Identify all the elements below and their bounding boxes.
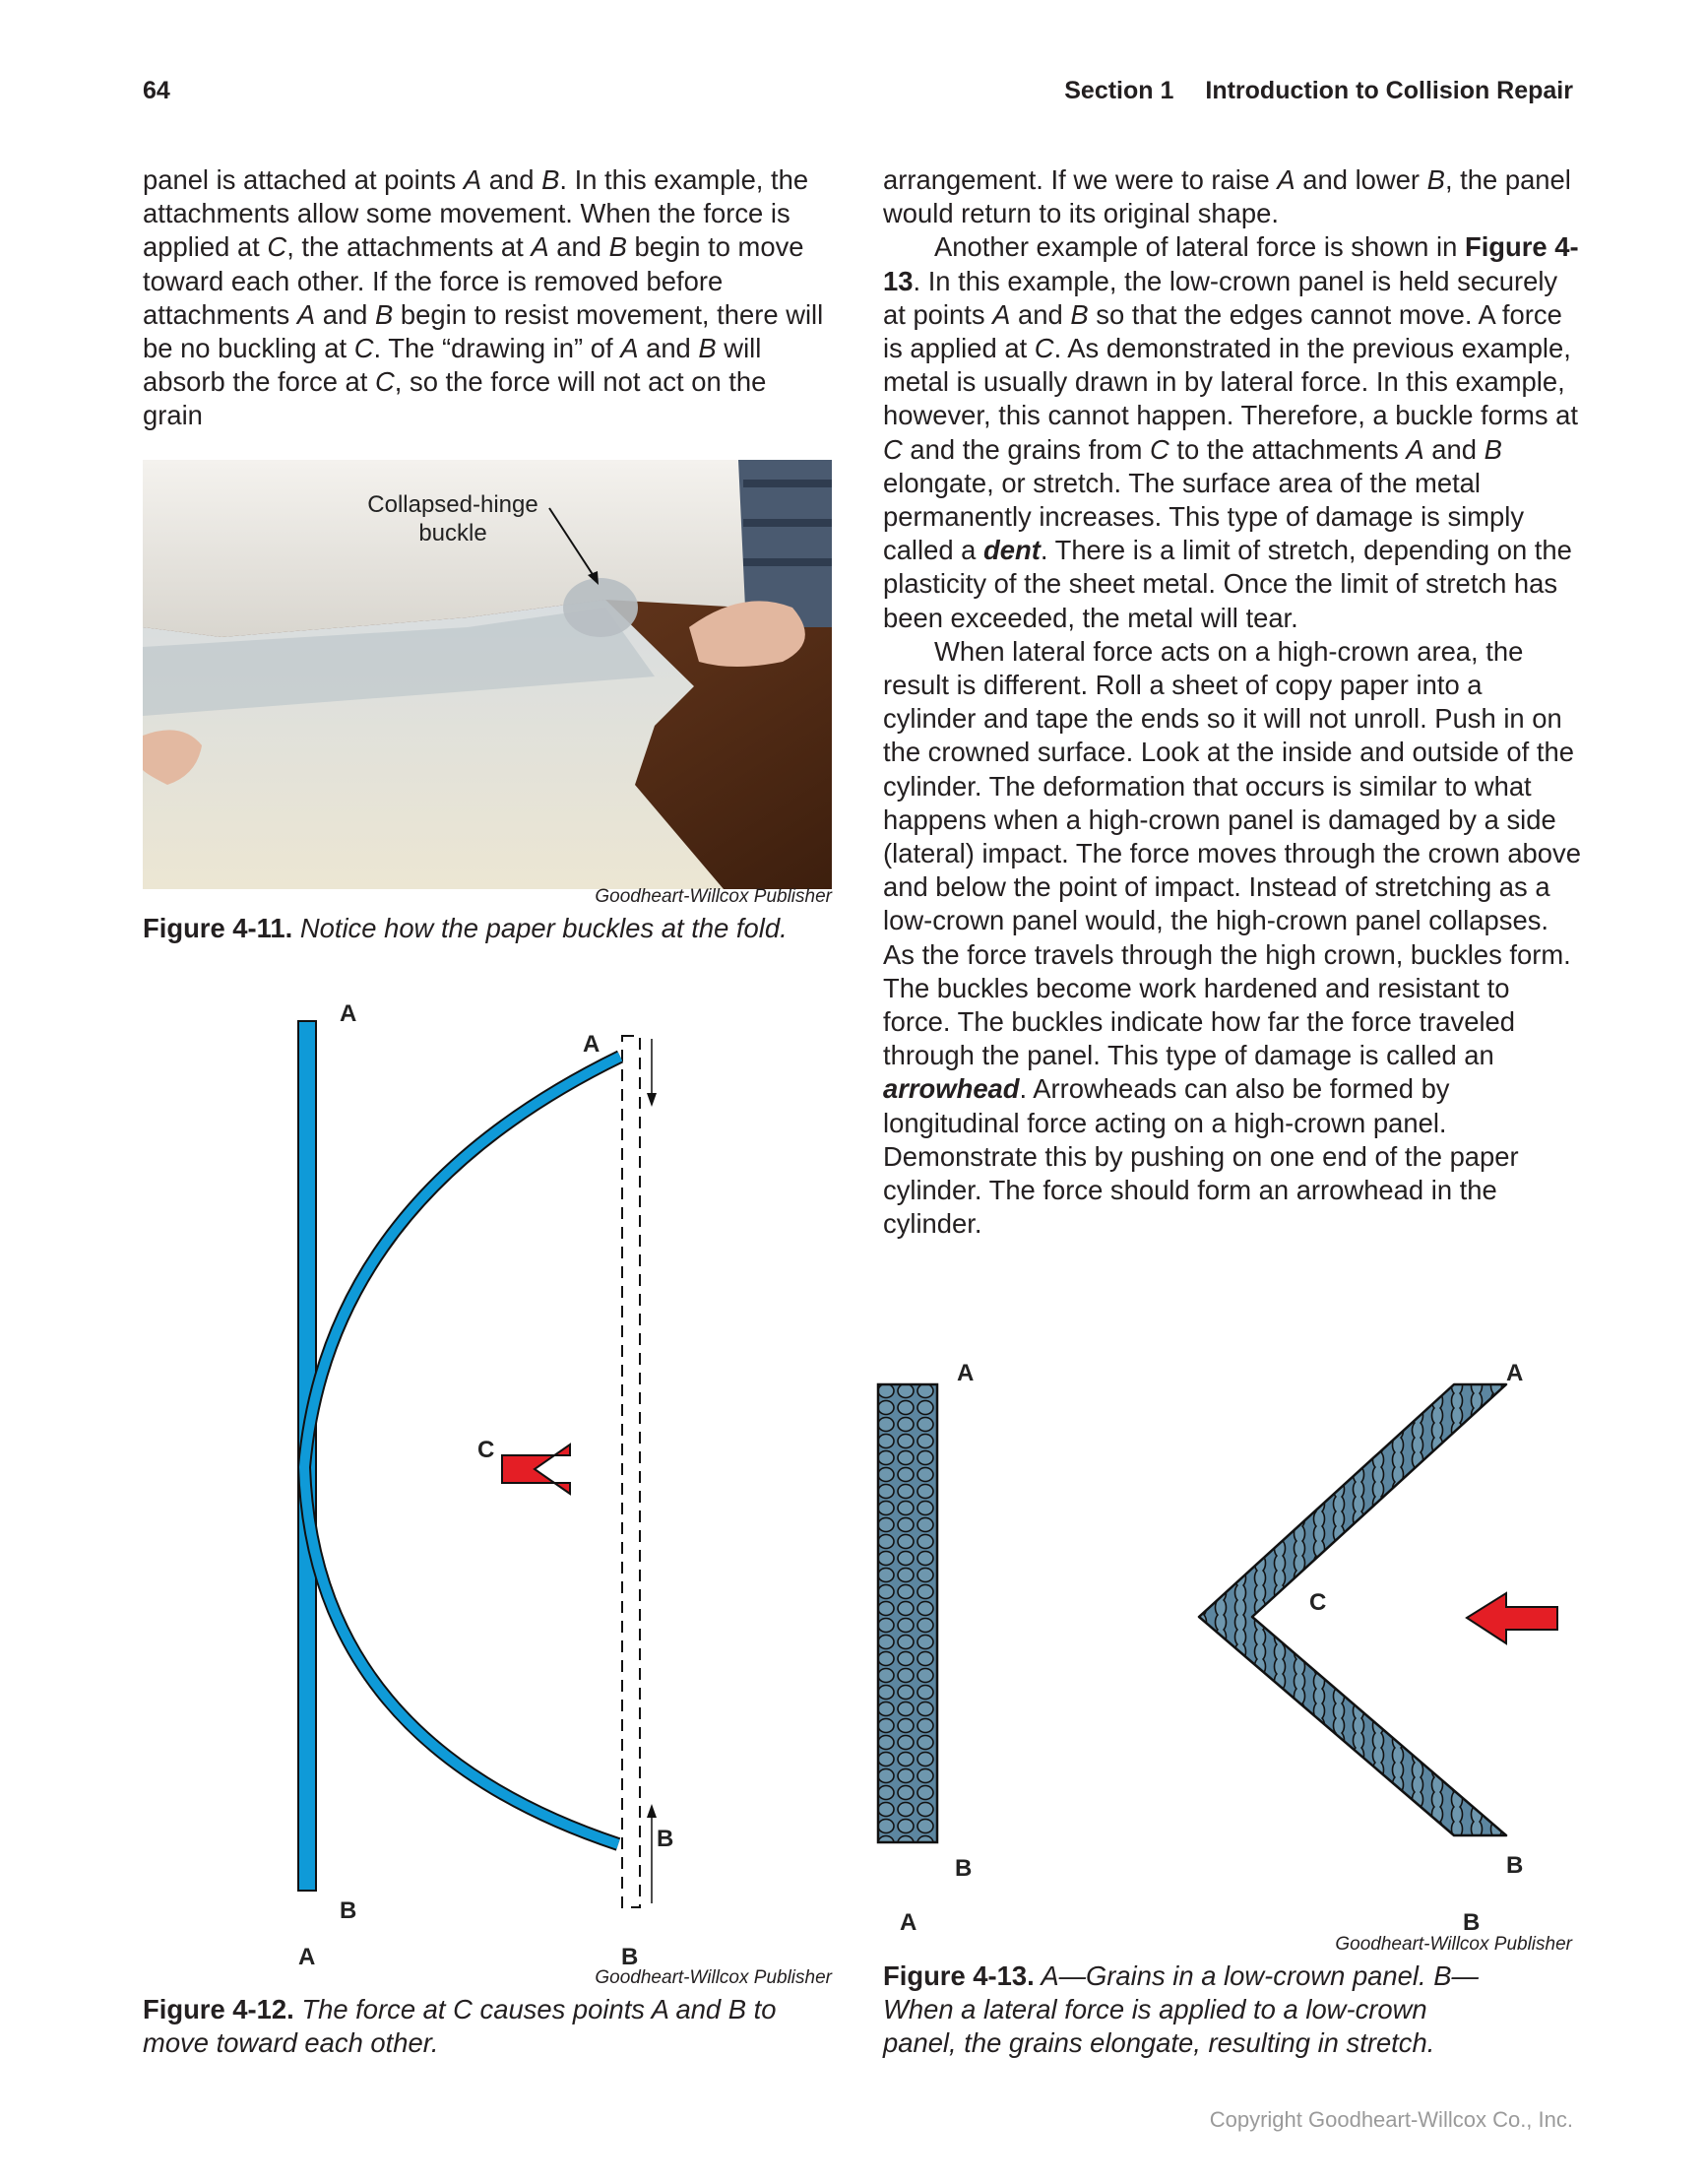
- right-paragraph-2: Another example of lateral force is shown in Figure 4-13. In this example, the low-crown panel is held securely at points A and B so that the edges cannot move. A force is applied at C. As demonstrated in the previous example, metal is usually drawn in by lateral force. In this example, however, this cannot happen. Therefore, a buckle forms at C and the grains from C to the attachments A and B elongate, or stretch. The surface area of the metal permanently increases. This type of damage is simply called a dent. There is a limit of stretch, depending on the plasticity of the sheet metal. Once the limit of stretch has been exceeded, the metal will tear.: [883, 231, 1579, 633]
- part-label-b: B: [1463, 1909, 1481, 1936]
- label-a-top-left: A: [340, 1000, 357, 1027]
- buckled-panel-fill: [304, 1057, 620, 1844]
- label-panel-b: B: [955, 1855, 973, 1882]
- label-c: C: [1309, 1589, 1327, 1616]
- part-label-a: A: [900, 1909, 917, 1936]
- photo-callout-label: Collapsed-hinge buckle: [367, 491, 538, 546]
- label-c: C: [477, 1437, 495, 1463]
- label-chevron-b: B: [1506, 1852, 1524, 1879]
- buckled-panel-outline: [304, 1057, 620, 1844]
- figure-4-12-caption: Figure 4-12. The force at C causes points A and B to move toward each other.: [143, 1994, 777, 2058]
- right-column: [883, 163, 1582, 1242]
- label-b-under: B: [621, 1944, 639, 1969]
- figure-4-13-diagram: [876, 1349, 1585, 1940]
- figure-reference[interactable]: Figure 4-13: [883, 231, 1579, 296]
- low-crown-panel: [878, 1384, 937, 1842]
- original-position-outline: [622, 1036, 640, 1907]
- term-arrowhead: arrowhead: [883, 1073, 1020, 1105]
- left-paragraph-1: panel is attached at points A and B. In this example, the attachments allow some movement. When the force is applied at C, the attachments at A and B begin to move toward each other. If the force is removed before attachments A and B begin to resist movement, there will be no buckling at C. The “drawing in” of A and B will absorb the force at C, so the force will not act on the grain: [143, 164, 824, 431]
- top-motion-arrowhead: [647, 1093, 657, 1107]
- label-b-bottom-left: B: [340, 1897, 357, 1924]
- label-a-under: A: [298, 1944, 316, 1969]
- page-number: 64: [143, 77, 170, 104]
- term-dent: dent: [983, 535, 1041, 566]
- bottom-motion-arrowhead: [647, 1804, 657, 1818]
- chapter-title: Introduction to Collision Repair: [1205, 77, 1573, 104]
- figure-4-12-credit: Goodheart-Willcox Publisher: [595, 1967, 832, 1988]
- figure-4-13-caption: Figure 4-13. A—Grains in a low-crown panel. B—When a lateral force is applied to a low-crown panel, the grains elongate, resulting in stretch.: [883, 1960, 1479, 2058]
- right-paragraph-1: arrangement. If we were to raise A and lower B, the panel would return to its original shape.: [883, 164, 1571, 229]
- label-panel-a: A: [957, 1360, 975, 1386]
- force-arrow-lateral: [1467, 1593, 1557, 1643]
- label-chevron-a: A: [1506, 1360, 1524, 1386]
- label-a-top-right: A: [583, 1031, 600, 1058]
- figure-4-12-diagram: [143, 995, 842, 1969]
- force-arrow-c: [502, 1445, 570, 1494]
- photo-callout-arrow: [541, 502, 610, 591]
- figure-4-11-credit: Goodheart-Willcox Publisher: [595, 886, 832, 907]
- figure-4-13-credit: Goodheart-Willcox Publisher: [1335, 1934, 1572, 1955]
- copyright-notice: Copyright Goodheart-Willcox Co., Inc.: [1209, 2107, 1573, 2132]
- label-b-right: B: [657, 1826, 674, 1852]
- right-paragraph-3: When lateral force acts on a high-crown area, the result is different. Roll a sheet of copy paper into a cylinder and tape the ends so it will not unroll. Push in on the crowned surface. Look at the inside and outside of the cylinder. The deformation that occurs is similar to what happens when a high-crown panel is damaged by a side (lateral) impact. The force moves through the crown above and below the point of impact. Instead of stretching as a low-crown panel would, the high-crown panel collapses. As the force travels through the high crown, buckles form. The buckles become work hardened and resistant to force. The buckles indicate how far the force traveled through the panel. This type of damage is called an arrowhead. Arrowheads can also be formed by longitudinal force acting on a high-crown panel. Demonstrate this by pushing on one end of the paper cylinder. The force should form an arrowhead in the cylinder.: [883, 635, 1581, 1240]
- figure-4-11-caption: Figure 4-11. Notice how the paper buckles at the fold.: [143, 913, 788, 943]
- left-column: [143, 163, 832, 433]
- running-head: [1064, 77, 1573, 105]
- section-label: Section 1: [1064, 77, 1174, 104]
- stretched-chevron-panel: [1199, 1384, 1506, 1835]
